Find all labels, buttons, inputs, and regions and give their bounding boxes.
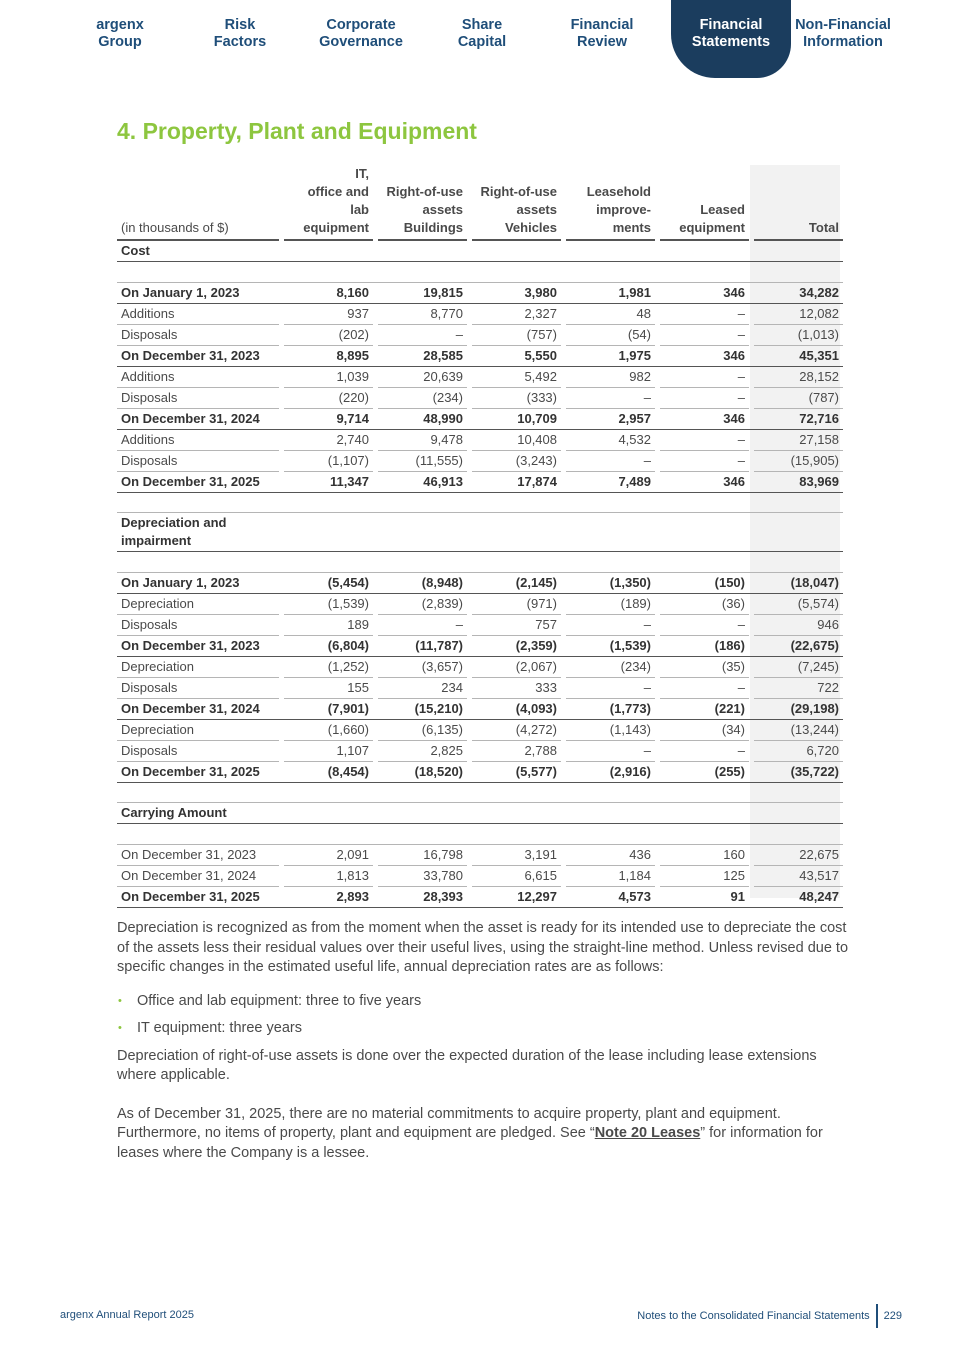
table-cell [284,493,373,514]
nav-tab-label: Financial Review [570,17,634,50]
table-cell [754,513,843,552]
table-cell: 48,247 [754,887,843,908]
table-cell: (3,657) [378,657,467,678]
table-cell: 5,550 [472,346,561,367]
table-cell: (787) [754,388,843,409]
table-cell: (15,905) [754,451,843,472]
row-label: On December 31, 2025 [117,887,279,908]
table-cell: (189) [566,594,655,615]
table-cell [660,783,749,804]
table-cell: 28,152 [754,367,843,388]
table-cell: 2,957 [566,409,655,430]
table-cell: – [660,615,749,636]
table-cell: 45,351 [754,346,843,367]
table-row [117,657,843,678]
table-cell: 72,716 [754,409,843,430]
table-cell [660,824,749,845]
nav-tab-2[interactable] [180,0,300,78]
table-cell [754,262,843,283]
bullet-icon: • [118,1022,122,1034]
table-row [117,699,843,720]
spacer-row [117,824,843,845]
row-label: Depreciation [117,594,279,615]
table-cell: 28,393 [378,887,467,908]
page-number: 229 [883,1310,902,1322]
bullet-icon: • [118,994,122,1007]
table-cell [566,783,655,804]
table-row [117,615,843,636]
nav-tab-5[interactable] [542,0,662,78]
table-row [117,887,843,908]
spacer-row [117,493,843,514]
column-header: IT, office and lab equipment [284,165,373,241]
table-cell: (1,107) [284,451,373,472]
table-cell [754,783,843,804]
column-header: Total [754,165,843,241]
note-20-leases-link[interactable]: Note 20 Leases [594,1125,701,1141]
row-label: On December 31, 2023 [117,346,279,367]
table-cell: – [660,451,749,472]
table-cell [754,241,843,262]
table-cell: 125 [660,866,749,887]
table-cell: – [660,325,749,346]
table-cell [754,493,843,514]
table-cell [472,824,561,845]
table-cell: 6,720 [754,741,843,762]
section-row [117,513,843,552]
table-cell: 2,825 [378,741,467,762]
paragraph-depreciation-method: Depreciation is recognized as from the moment when the asset is ready for its intended use to depreciate the cost of the assets less their residual values over their useful lives, using the straight-line method. Unless revised due to specific changes in the estimated useful life, annual depreciation rates are as follows: [117,920,849,975]
row-label: On December 31, 2023 [117,636,279,657]
table-cell: (971) [472,594,561,615]
table-cell [754,552,843,573]
table-cell: 91 [660,887,749,908]
table-cell: 436 [566,845,655,866]
table-cell: – [660,388,749,409]
table-cell: 946 [754,615,843,636]
table-cell: (1,143) [566,720,655,741]
row-label: Additions [117,304,279,325]
table-cell: (7,245) [754,657,843,678]
table-cell: (2,067) [472,657,561,678]
table-cell: 46,913 [378,472,467,493]
table-cell: 9,478 [378,430,467,451]
ppe-table [117,165,843,908]
table-cell: 10,408 [472,430,561,451]
table-cell: 1,107 [284,741,373,762]
table-cell: 22,675 [754,845,843,866]
table-cell: 234 [378,678,467,699]
table-cell: (1,252) [284,657,373,678]
table-cell: (15,210) [378,699,467,720]
table-cell: 5,492 [472,367,561,388]
table-cell: 17,874 [472,472,561,493]
table-cell: – [660,741,749,762]
table-cell: (5,574) [754,594,843,615]
table-cell [284,783,373,804]
table-cell: 3,980 [472,283,561,304]
table-cell: 2,893 [284,887,373,908]
table-row [117,720,843,741]
table-cell: 8,770 [378,304,467,325]
row-label: On January 1, 2023 [117,283,279,304]
table-cell [284,824,373,845]
table-cell: 16,798 [378,845,467,866]
row-label: Disposals [117,388,279,409]
row-label [117,824,279,845]
table-cell: 2,788 [472,741,561,762]
table-cell [378,552,467,573]
table-cell: (1,350) [566,573,655,594]
header-units: (in thousands of $) [117,165,279,241]
table-header [117,165,843,241]
page-title: 4. Property, Plant and Equipment [117,118,477,144]
table-cell [472,493,561,514]
section-row [117,803,843,824]
nav-tab-label: Financial Statements [691,17,771,50]
table-row [117,367,843,388]
table-cell: 1,813 [284,866,373,887]
list-item [117,992,852,1012]
table-cell: – [566,741,655,762]
table-row [117,573,843,594]
table-cell: (35,722) [754,762,843,783]
table-row [117,762,843,783]
table-cell [378,824,467,845]
table-cell: 6,615 [472,866,561,887]
table-cell [284,262,373,283]
table-cell: (7,901) [284,699,373,720]
row-label: On December 31, 2023 [117,845,279,866]
header-row [117,165,843,241]
row-label: Carrying Amount [117,803,279,824]
table-row [117,845,843,866]
table-cell: 12,082 [754,304,843,325]
table-cell: (150) [660,573,749,594]
footer-section-name: Notes to the Consolidated Financial Statements [637,1310,870,1322]
row-label: Disposals [117,741,279,762]
table-cell: (757) [472,325,561,346]
table-cell [566,262,655,283]
table-cell: (2,916) [566,762,655,783]
table-cell: (18,520) [378,762,467,783]
table-cell: (3,243) [472,451,561,472]
ppe-table-wrapper [117,165,843,908]
table-cell: 346 [660,409,749,430]
table-cell: (11,787) [378,636,467,657]
row-label [117,783,279,804]
row-label [117,552,279,573]
table-cell: (13,244) [754,720,843,741]
list-item-text: IT equipment: three years [137,1020,302,1036]
table-cell: 8,895 [284,346,373,367]
table-cell: (1,660) [284,720,373,741]
table-cell: 48,990 [378,409,467,430]
nav-tab-6[interactable] [671,0,791,78]
table-cell: 11,347 [284,472,373,493]
table-cell [378,241,467,262]
table-cell: 155 [284,678,373,699]
table-row [117,594,843,615]
list-item [117,1019,852,1039]
column-header: Leasehold improve- ments [566,165,655,241]
table-row [117,346,843,367]
row-label: Depreciation [117,657,279,678]
table-cell: 189 [284,615,373,636]
paragraph-right-of-use: Depreciation of right-of-use assets is done over the expected duration of the lease including lease extensions where applicable. [117,1047,817,1083]
table-row [117,325,843,346]
table-cell: 160 [660,845,749,866]
table-cell: 28,585 [378,346,467,367]
table-body [117,241,843,908]
table-cell: – [378,615,467,636]
table-cell: (234) [566,657,655,678]
nav-tab-4[interactable] [422,0,542,78]
table-cell: – [566,678,655,699]
table-cell: (54) [566,325,655,346]
table-cell: (6,135) [378,720,467,741]
table-row [117,866,843,887]
table-cell: 757 [472,615,561,636]
table-cell: 2,327 [472,304,561,325]
table-cell: 937 [284,304,373,325]
row-label: On December 31, 2024 [117,699,279,720]
row-label: Additions [117,430,279,451]
spacer-row [117,262,843,283]
row-label [117,493,279,514]
table-cell: – [566,388,655,409]
table-cell: (2,839) [378,594,467,615]
row-label: Disposals [117,325,279,346]
top-navigation [60,0,904,80]
table-cell: 12,297 [472,887,561,908]
table-cell: (1,013) [754,325,843,346]
table-cell [284,803,373,824]
table-cell: – [566,451,655,472]
table-cell: (255) [660,762,749,783]
table-cell: (2,359) [472,636,561,657]
table-cell [472,262,561,283]
table-cell [284,552,373,573]
table-row [117,741,843,762]
table-cell: (4,093) [472,699,561,720]
table-cell: 27,158 [754,430,843,451]
table-cell: 19,815 [378,283,467,304]
table-cell: (35) [660,657,749,678]
table-cell: (18,047) [754,573,843,594]
table-cell: 9,714 [284,409,373,430]
table-cell [378,262,467,283]
table-cell: 1,184 [566,866,655,887]
table-cell: (186) [660,636,749,657]
table-cell [566,824,655,845]
table-cell [660,513,749,552]
table-cell: (202) [284,325,373,346]
table-cell [566,552,655,573]
table-cell [660,493,749,514]
table-cell [566,803,655,824]
row-label [117,262,279,283]
body-text [117,919,852,1163]
table-cell: 20,639 [378,367,467,388]
table-cell: – [660,367,749,388]
table-cell: (34) [660,720,749,741]
table-cell: (5,454) [284,573,373,594]
spacer-row [117,552,843,573]
table-cell: (221) [660,699,749,720]
table-row [117,409,843,430]
table-cell: 1,039 [284,367,373,388]
row-label: On December 31, 2024 [117,409,279,430]
table-cell: (1,773) [566,699,655,720]
table-cell: 722 [754,678,843,699]
table-cell: (22,675) [754,636,843,657]
table-row [117,678,843,699]
table-cell: – [660,304,749,325]
paragraph-commitments [117,1105,852,1164]
spacer-row [117,783,843,804]
table-cell: 7,489 [566,472,655,493]
table-cell: (6,804) [284,636,373,657]
table-cell [284,513,373,552]
table-cell [472,783,561,804]
footer-section [637,1304,902,1328]
nav-tab-label: Share Capital [457,17,507,50]
table-cell: 346 [660,283,749,304]
column-header: Right-of-use assets Buildings [378,165,467,241]
nav-tab-label: Risk Factors [213,17,267,50]
table-cell [378,493,467,514]
list-item-text: Office and lab equipment: three to five years [137,992,422,1009]
table-cell [660,803,749,824]
commitments-text-end: ” for information for leases where the Company is a lessee. [117,1125,823,1161]
table-cell: 1,975 [566,346,655,367]
row-label: On December 31, 2024 [117,866,279,887]
row-label: Depreciation [117,720,279,741]
table-cell: (220) [284,388,373,409]
table-cell: 2,740 [284,430,373,451]
table-cell: 3,191 [472,845,561,866]
table-cell: 1,981 [566,283,655,304]
table-cell: – [660,430,749,451]
table-cell: 43,517 [754,866,843,887]
table-cell: 4,573 [566,887,655,908]
table-cell: 48 [566,304,655,325]
table-cell: (29,198) [754,699,843,720]
table-row [117,304,843,325]
row-label: Disposals [117,678,279,699]
table-cell [566,513,655,552]
row-label: On December 31, 2025 [117,472,279,493]
row-label: Disposals [117,451,279,472]
table-cell [660,241,749,262]
commitments-text: As of December 31, 2025, there are no material commitments to acquire property, plant and equipment. Furthermore, no items of property, plant and equipment are pledged. See “ [117,1105,781,1141]
table-row [117,472,843,493]
nav-tab-label: argenx Group [96,17,144,50]
table-cell: (1,539) [566,636,655,657]
table-row [117,451,843,472]
table-cell [660,552,749,573]
table-cell [472,513,561,552]
table-cell [378,803,467,824]
table-cell: (234) [378,388,467,409]
table-cell: (11,555) [378,451,467,472]
table-cell: 4,532 [566,430,655,451]
table-cell: 346 [660,346,749,367]
table-cell: (2,145) [472,573,561,594]
bullet-list [117,992,852,1039]
table-row [117,636,843,657]
nav-tab-1[interactable] [60,0,180,78]
nav-tab-label: Corporate Governance [319,17,403,50]
row-label: Depreciation and impairment [117,513,279,552]
row-label: On December 31, 2025 [117,762,279,783]
table-cell [472,241,561,262]
table-cell: (5,577) [472,762,561,783]
table-cell: 83,969 [754,472,843,493]
table-cell [284,241,373,262]
table-cell [566,493,655,514]
table-cell: 333 [472,678,561,699]
table-row [117,283,843,304]
table-cell [472,552,561,573]
table-cell: 34,282 [754,283,843,304]
row-label: Additions [117,367,279,388]
table-cell [566,241,655,262]
table-cell [754,824,843,845]
table-cell: 8,160 [284,283,373,304]
table-cell: – [378,325,467,346]
column-header: Leased equipment [660,165,749,241]
table-cell: – [660,678,749,699]
table-cell: (8,454) [284,762,373,783]
table-cell: 2,091 [284,845,373,866]
footer-divider [876,1304,878,1328]
section-row [117,241,843,262]
nav-tab-7[interactable] [783,0,903,78]
table-cell: 33,780 [378,866,467,887]
table-cell: 10,709 [472,409,561,430]
table-row [117,430,843,451]
table-cell [378,513,467,552]
column-header: Right-of-use assets Vehicles [472,165,561,241]
footer-report-name: argenx Annual Report 2025 [60,1309,194,1321]
table-cell: (333) [472,388,561,409]
row-label: On January 1, 2023 [117,573,279,594]
table-cell [754,803,843,824]
table-cell [660,262,749,283]
nav-tab-label: Non-Financial Information [795,17,891,50]
table-row [117,388,843,409]
table-cell: (36) [660,594,749,615]
nav-tab-3[interactable] [301,0,421,78]
table-cell: 346 [660,472,749,493]
table-cell: (4,272) [472,720,561,741]
table-cell [378,783,467,804]
table-cell: (8,948) [378,573,467,594]
row-label: Cost [117,241,279,262]
table-cell: (1,539) [284,594,373,615]
table-cell: 982 [566,367,655,388]
table-cell: – [566,615,655,636]
table-cell [472,803,561,824]
row-label: Disposals [117,615,279,636]
